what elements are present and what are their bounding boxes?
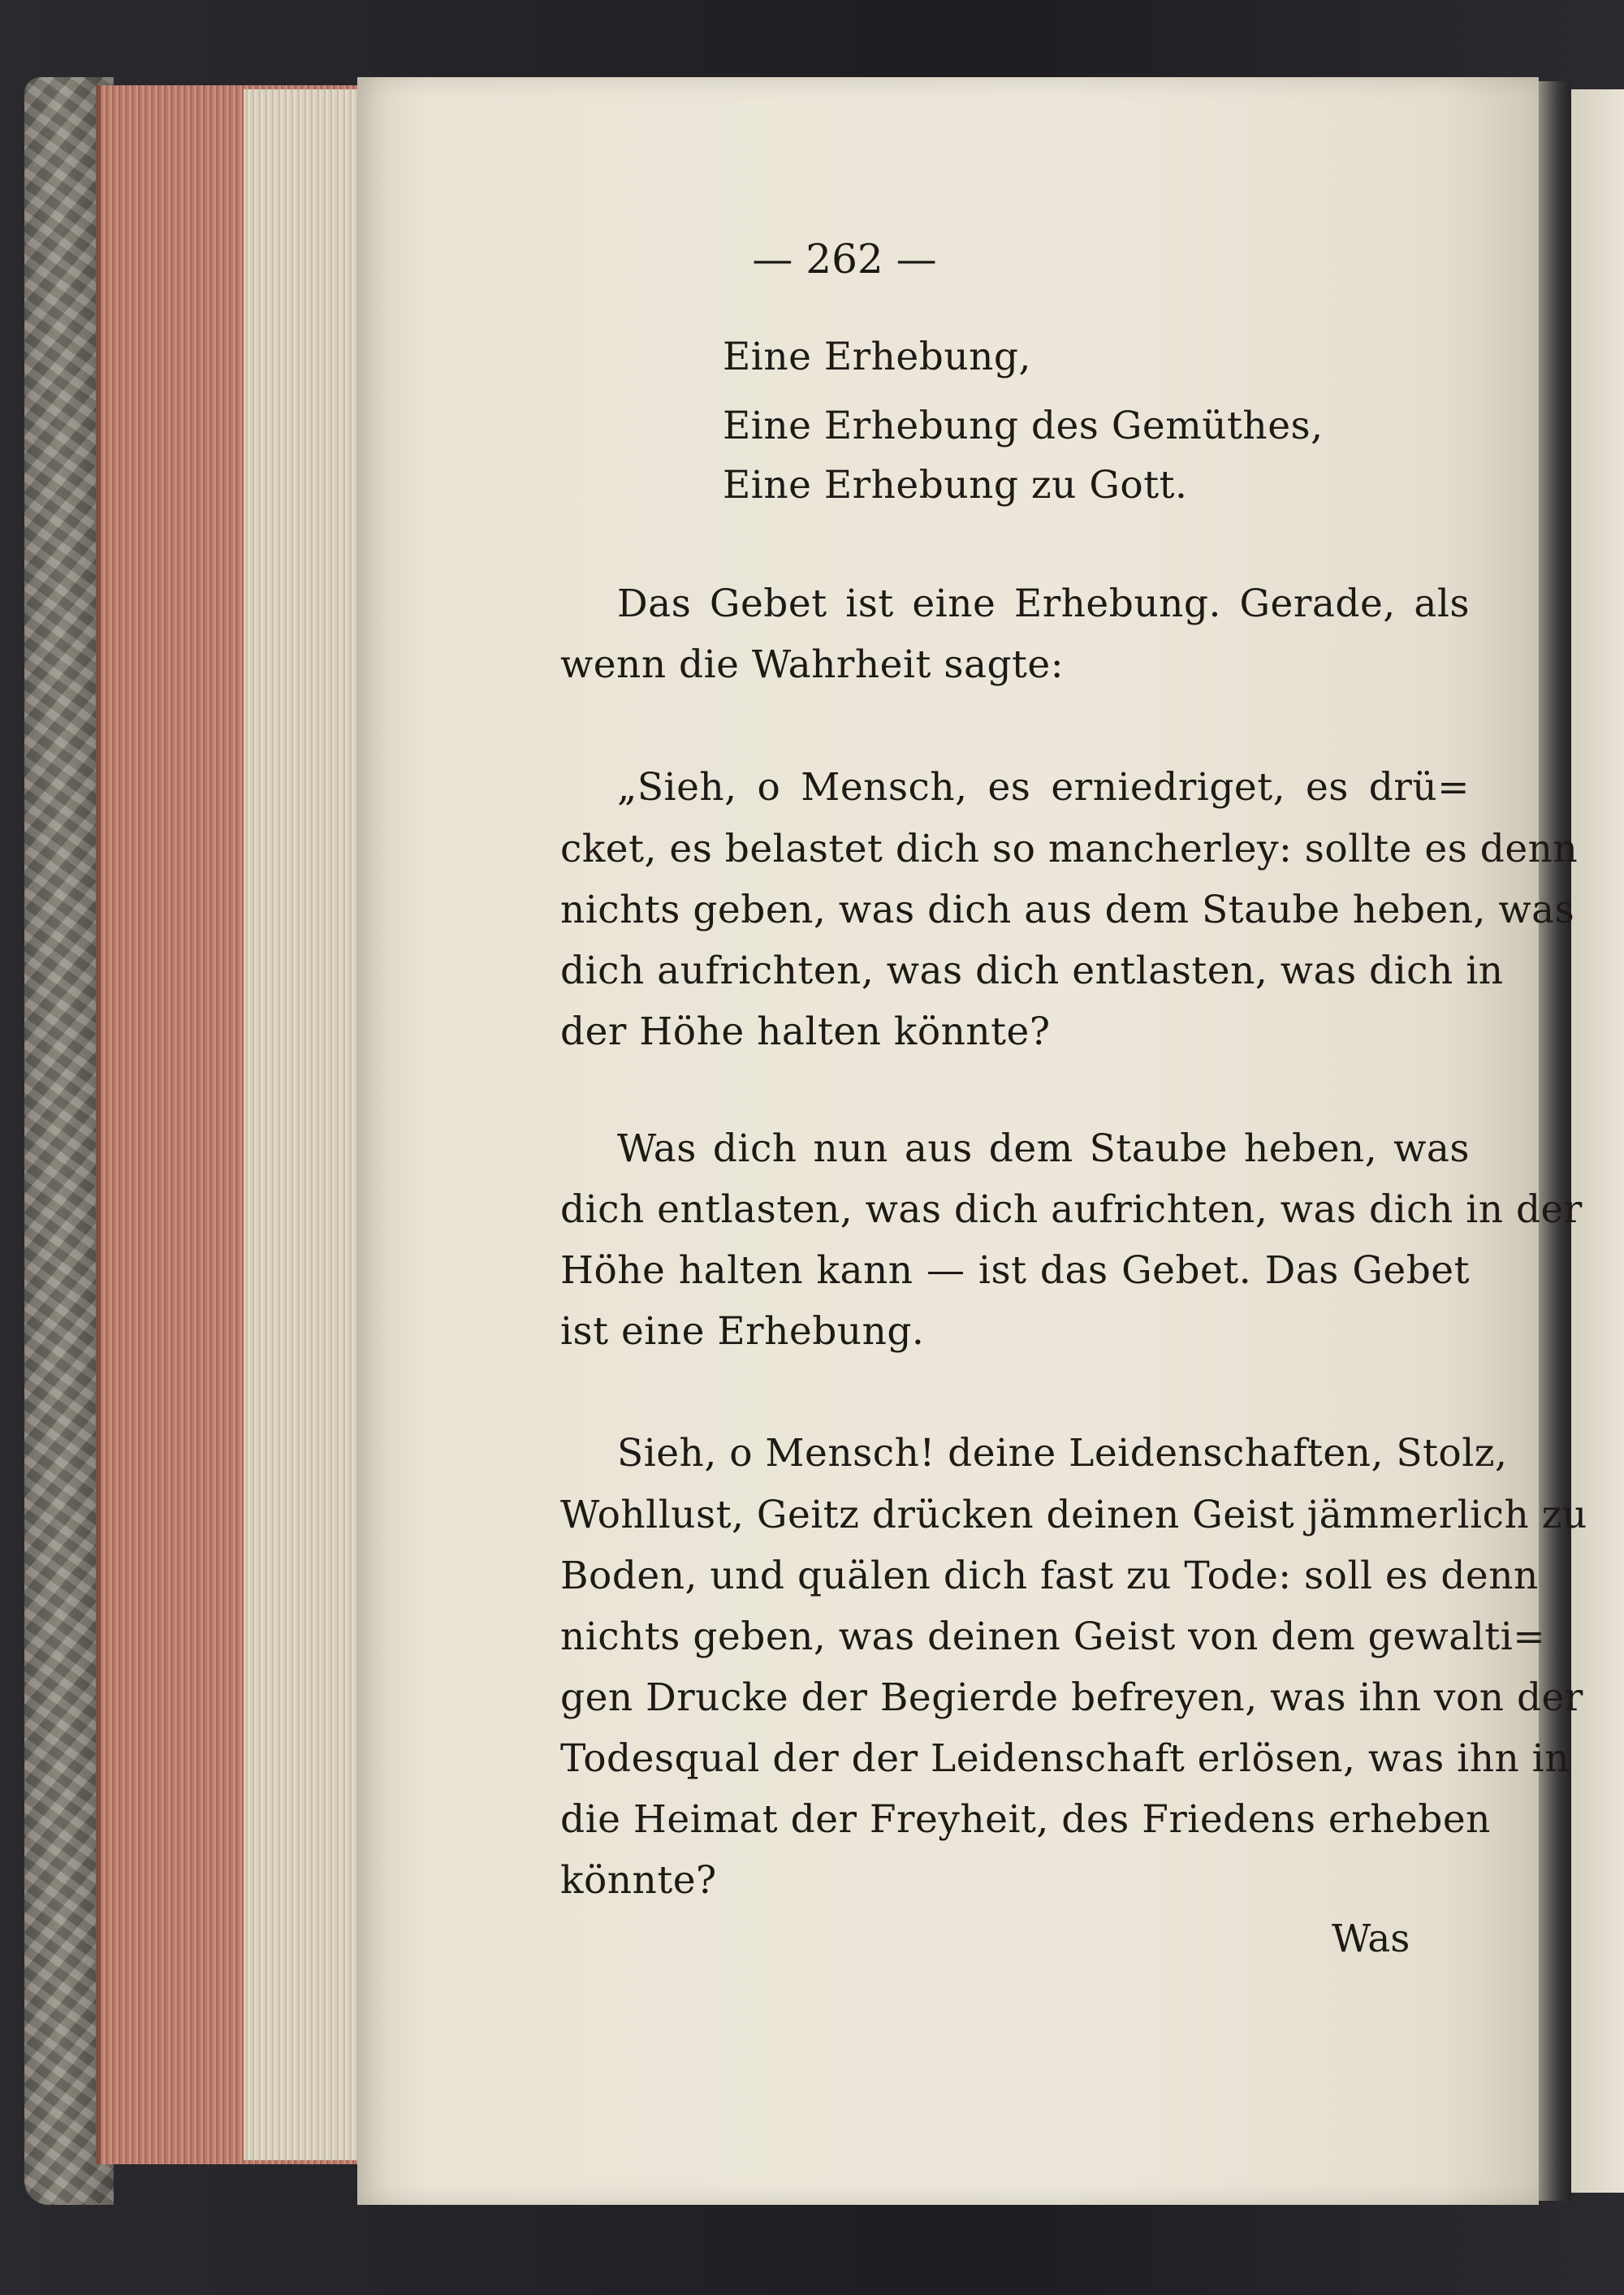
- para3-line-4: ist eine Erhebung.: [560, 1309, 925, 1354]
- para1-line-1: Das Gebet ist eine Erhebung. Gerade, als: [617, 581, 1470, 626]
- heading-line-3: Eine Erhebung zu Gott.: [723, 463, 1188, 508]
- para2-line-4: dich aufrichten, was dich entlasten, was dich in: [560, 949, 1504, 993]
- para4-line-6: Todesqual der der Leidenschaft erlösen, was ihn in: [560, 1736, 1570, 1781]
- heading-line-2: Eine Erhebung des Gemüthes,: [723, 404, 1324, 448]
- para2-line-1: „Sieh, o Mensch, es erniedriget, es drü=: [617, 765, 1470, 810]
- para1-line-2: wenn die Wahrheit sagte:: [560, 642, 1065, 687]
- para4-line-2: Wohllust, Geitz drücken deinen Geist jämmerlich zu: [560, 1493, 1587, 1537]
- para3-line-2: dich entlasten, was dich aufrichten, was dich in der: [560, 1187, 1583, 1232]
- catchword: Was: [1332, 1917, 1410, 1961]
- para3-line-1: Was dich nun aus dem Staube heben, was: [617, 1126, 1470, 1171]
- para4-line-7: die Heimat der Freyheit, des Friedens erheben: [560, 1797, 1491, 1842]
- heading-line-1: Eine Erhebung,: [723, 335, 1031, 379]
- para2-line-2: cket, es belastet dich so mancherley: sollte es denn: [560, 827, 1579, 871]
- para2-line-3: nichts geben, was dich aus dem Staube heben, was: [560, 888, 1575, 932]
- para4-line-4: nichts geben, was deinen Geist von dem gewalti=: [560, 1614, 1546, 1659]
- para2-line-5: der Höhe halten könnte?: [560, 1009, 1051, 1054]
- para4-line-1: Sieh, o Mensch! deine Leidenschaften, Stolz,: [617, 1431, 1508, 1476]
- para3-line-3: Höhe halten kann — ist das Gebet. Das Gebet: [560, 1248, 1470, 1293]
- para4-line-3: Boden, und quälen dich fast zu Tode: soll es denn: [560, 1554, 1539, 1598]
- para4-line-5: gen Drucke der Begierde befreyen, was ihn von der: [560, 1675, 1583, 1720]
- para4-line-8: könnte?: [560, 1858, 717, 1903]
- page-number: — 262 —: [752, 236, 937, 283]
